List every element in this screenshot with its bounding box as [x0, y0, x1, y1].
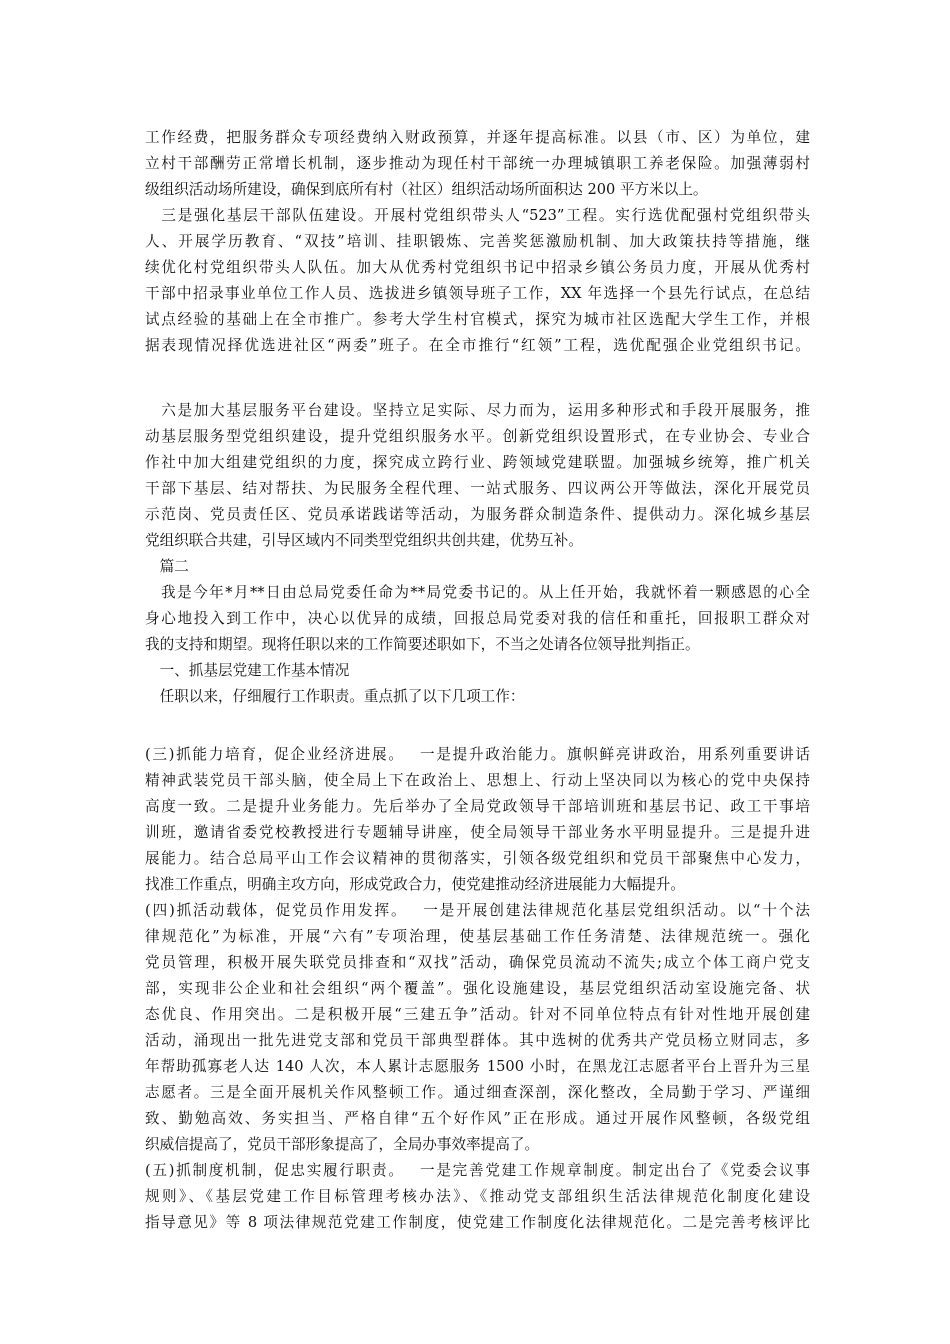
- text-line: 续优化村党组织带头人队伍。加大从优秀村党组织书记中招录乡镇公务员力度，开展从优秀村: [145, 259, 810, 276]
- text-line: 作社中加大组建党组织的力度，探究成立跨行业、跨领域党建联盟。加强城乡统筹，推广机关: [145, 454, 810, 471]
- text-line: 据表现情况择优选进社区“两委”班子。在全市推行“红领”工程，选优配强企业党组织书记。: [145, 337, 810, 354]
- text-line: 党组织联合共建，引导区域内不同类型党组织共创共建，优势互补。: [145, 532, 583, 549]
- text-line: 工作经费，把服务群众专项经费纳入财政预算，并逐年提高标准。以县（市、区）为单位，建: [145, 129, 810, 146]
- text-line: 六是加大基层服务平台建设。坚持立足实际、尽力而为，运用多种形式和手段开展服务，推: [145, 402, 810, 419]
- text-line: 立村干部酬劳正常增长机制，逐步推动为现任村干部统一办理城镇职工养老保险。加强薄弱村: [145, 155, 810, 172]
- text-line: 找准工作重点，明确主攻方向，形成党政合力，使党建推动经济进展能力大幅提升。: [145, 876, 685, 893]
- text-line: 活动，涌现出一批先进党支部和党员干部典型群体。其中选树的优秀共产党员杨立财同志，多: [145, 1032, 810, 1049]
- text-line: 展能力。结合总局平山工作会议精神的贯彻落实，引领各级党组织和党员干部聚焦中心发力，: [145, 850, 810, 867]
- text-line: 态优良、作用突出。二是积极开展“三建五争”活动。针对不同单位特点有针对性地开展创建: [145, 1006, 810, 1023]
- text-line: (四)抓活动载体，促党员作用发挥。 一是开展创建法律规范化基层党组织活动。以“十个法: [145, 902, 810, 919]
- text-line: (三)抓能力培育，促企业经济进展。 一是提升政治能力。旗帜鲜亮讲政治，用系列重要讲话: [145, 746, 810, 763]
- text-line: 织威信提高了，党员干部形象提高了，全局办事效率提高了。: [145, 1136, 540, 1153]
- text-line: 年帮助孤寡老人达 140 人次，本人累计志愿服务 1500 小时，在黑龙江志愿者平台上晋升为三星: [145, 1058, 810, 1075]
- text-line: 精神武装党员干部头脑，使全局上下在政治上、思想上、行动上坚决同以为核心的党中央保持: [145, 772, 810, 789]
- text-line: 动基层服务型党组织建设，提升党组织服务水平。创新党组织设置形式，在专业协会、专业合: [145, 428, 810, 445]
- text-line: 三是强化基层干部队伍建设。开展村党组织带头人“523”工程。实行选优配强村党组织带头: [145, 207, 810, 224]
- text-line: 高度一致。二是提升业务能力。先后举办了全局党政领导干部培训班和基层书记、政工干事培: [145, 798, 810, 815]
- text-block-3: [145, 742, 810, 1236]
- text-line: 示范岗、党员责任区、党员承诺践诺等活动，为服务群众制造条件、提供动力。深化城乡基层: [145, 506, 810, 523]
- text-line: 指导意见》等 8 项法律规范党建工作制度，使党建工作制度化法律规范化。二是完善考核评比: [145, 1214, 810, 1231]
- text-line: (五)抓制度机制，促忠实履行职责。 一是完善党建工作规章制度。制定出台了《党委会议事: [145, 1162, 810, 1179]
- section-heading: 一、抓基层党建工作基本情况: [145, 662, 350, 679]
- text-line: 致、勤勉高效、务实担当、严格自律“五个好作风”正在形成。通过开展作风整顿，各级党组: [145, 1110, 810, 1127]
- text-line: 我的支持和期望。现将任职以来的工作简要述职如下，不当之处请各位领导批判指正。: [145, 636, 700, 653]
- text-line: 律规范化”为标准，开展“六有”专项治理，使基层基础工作任务清楚、法律规范统一。强化: [145, 928, 810, 945]
- text-line: 党员管理，积极开展失联党员排查和“双找”活动，确保党员流动不流失;成立个体工商户党支: [145, 954, 810, 971]
- text-line: 部，实现非公企业和社会组织“两个覆盖”。强化设施建设，基层党组织活动室设施完备、状: [145, 980, 810, 997]
- text-line: 干部中招录事业单位工作人员、选拔进乡镇领导班子工作，XX 年选择一个县先行试点，在总结: [145, 285, 810, 302]
- text-block-1: [145, 125, 810, 359]
- section-heading: 篇二: [145, 558, 189, 575]
- text-line: 人、开展学历教育、“双技”培训、挂职锻炼、完善奖惩激励机制、加大政策扶持等措施，继: [145, 233, 810, 250]
- text-line: 志愿者。三是全面开展机关作风整顿工作。通过细查深剖，深化整改，全局勤于学习、严谨细: [145, 1084, 810, 1101]
- text-line: 级组织活动场所建设，确保到底所有村（社区）组织活动场所面积达 200 平方米以上。: [145, 181, 708, 198]
- text-line: 试点经验的基础上在全市推广。参考大学生村官模式，探究为城市社区选配大学生工作，并根: [145, 311, 810, 328]
- text-line: 训班，邀请省委党校教授进行专题辅导讲座，使全局领导干部业务水平明显提升。三是提升进: [145, 824, 810, 841]
- text-block-2: [145, 398, 810, 710]
- text-line: 任职以来，仔细履行工作职责。重点抓了以下几项工作：: [145, 688, 525, 705]
- text-line: 规则》、《基层党建工作目标管理考核办法》、《推动党支部组织生活法律规范化制度化建设: [145, 1188, 810, 1205]
- text-line: 干部下基层、结对帮扶、为民服务全程代理、一站式服务、四议两公开等做法，深化开展党员: [145, 480, 810, 497]
- text-line: 我是今年*月**日由总局党委任命为**局党委书记的。从上任开始，我就怀着一颗感恩的心全: [145, 584, 810, 601]
- text-line: 身心地投入到工作中，决心以优异的成绩，回报总局党委对我的信任和重托，回报职工群众对: [145, 610, 810, 627]
